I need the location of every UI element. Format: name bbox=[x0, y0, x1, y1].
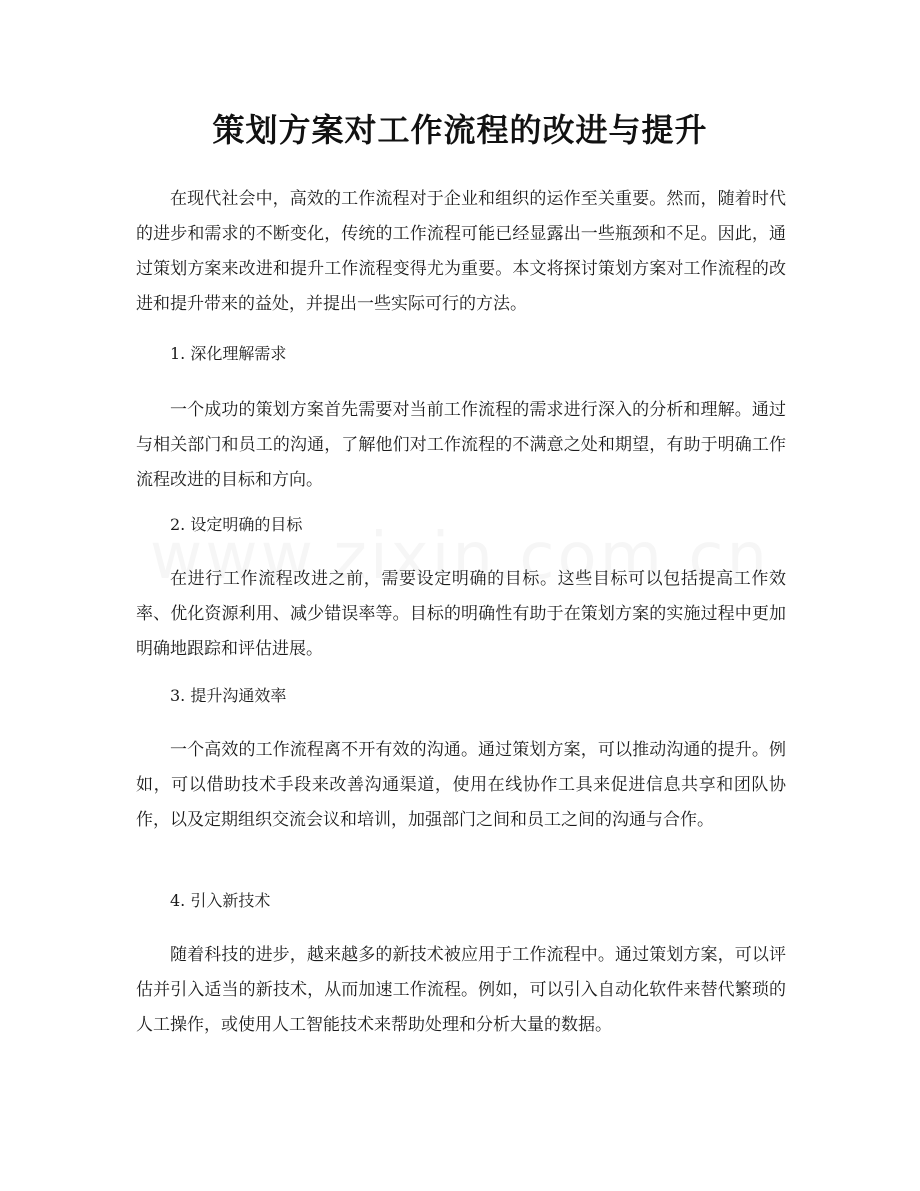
section-body-3: 一个高效的工作流程离不开有效的沟通。通过策划方案，可以推动沟通的提升。例如，可以借助技术手段来改善沟通渠道，使用在线协作工具来促进信息共享和团队协作，以及定期组织交流会议和培训，加强部门之间和员工之间的沟通与合作。 bbox=[136, 740, 786, 830]
section-body-4: 随着科技的进步，越来越多的新技术被应用于工作流程中。通过策划方案，可以评估并引入适当的新技术，从而加速工作流程。例如，可以引入自动化软件来替代繁琐的人工操作，或使用人工智能技术来帮助处理和分析大量的数据。 bbox=[136, 945, 786, 1035]
section-body-2: 在进行工作流程改进之前，需要设定明确的目标。这些目标可以包括提高工作效率、优化资源利用、减少错误率等。目标的明确性有助于在策划方案的实施过程中更加明确地跟踪和评估进展。 bbox=[136, 569, 786, 659]
intro-paragraph: 在现代社会中，高效的工作流程对于企业和组织的运作至关重要。然而，随着时代的进步和需求的不断变化，传统的工作流程可能已经显露出一些瓶颈和不足。因此，通过策划方案来改进和提升工作流程变得尤为重要。本文将探讨策划方案对工作流程的改进和提升带来的益处，并提出一些实际可行的方法。 bbox=[136, 189, 786, 314]
section-heading-3: 3. 提升沟通效率 bbox=[170, 686, 287, 705]
section-heading-4: 4. 引入新技术 bbox=[170, 891, 271, 910]
document-title: 策划方案对工作流程的改进与提升 bbox=[212, 111, 708, 149]
section-heading-2: 2. 设定明确的目标 bbox=[170, 515, 303, 534]
section-body-1: 一个成功的策划方案首先需要对当前工作流程的需求进行深入的分析和理解。通过与相关部门和员工的沟通，了解他们对工作流程的不满意之处和期望，有助于明确工作流程改进的目标和方向。 bbox=[136, 400, 786, 490]
section-heading-1: 1. 深化理解需求 bbox=[170, 344, 287, 363]
